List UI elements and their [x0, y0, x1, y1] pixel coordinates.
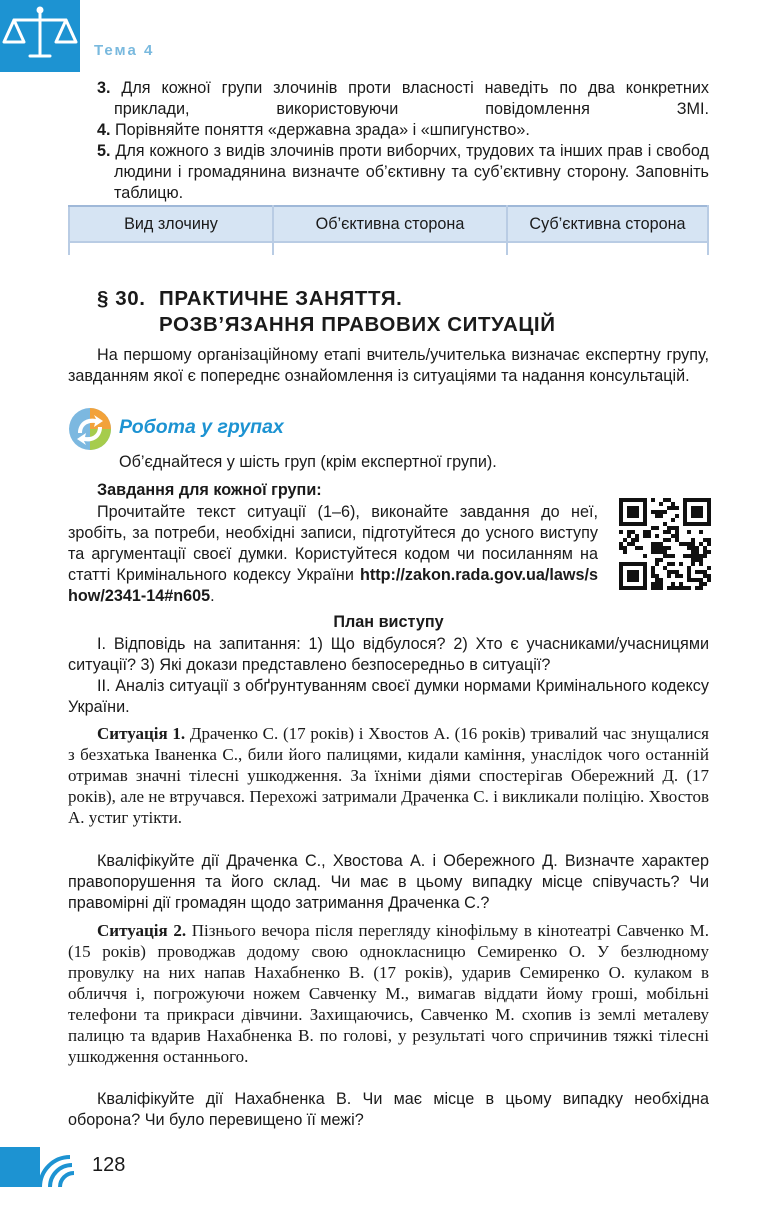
plan-heading: План виступу [333, 613, 444, 631]
scales-icon [0, 0, 80, 72]
list-item: 4. Порівняйте поняття «державна зрада» і «шпигунство». [97, 121, 530, 139]
group-work-title: Робота у групах [119, 416, 284, 438]
intro-paragraph: На першому організаційному етапі вчитель/учителька визначає експертну групу, завданням якої є попереднє ознайомлення із ситуаціями та надання консультацій. [68, 346, 709, 385]
section-title-line2: РОЗВ’ЯЗАННЯ ПРАВОВИХ СИТУАЦІЙ [159, 313, 556, 336]
group-task-text: Прочитайте текст ситуації (1–6), виконайте завдання до неї, зробіть, за потреби, необхідні записи, підготуйтеся до усного виступу та аргументації своєї думки. Користуйтеся кодом чи посиланням на статті Кримінального кодексу України http://zakon.rada.gov.ua/laws/show/2341-14#n605. [68, 503, 598, 605]
section-title-line1: ПРАКТИЧНЕ ЗАНЯТТЯ. [159, 287, 403, 310]
corner-waves-icon [0, 1147, 82, 1187]
group-work-icon [66, 405, 112, 455]
situation-1: Ситуація 1. Драченко С. (17 років) і Хвостов А. (16 років) тривалий час знущалися з безхатька Іваненка С., били його палицями, кидали каміння, унаслідок чого останній отримав значні тілесні ушкодження. За їхніми діями спостерігав Обережний Д. (17 років), але не втручався. Перехожі затримали Драченка С. і викликали поліцію. Хвостов А. устиг утікти. [68, 724, 709, 827]
header-corner [0, 0, 80, 72]
task-list [97, 78, 709, 204]
table-header-crime-type: Вид злочину [69, 206, 273, 242]
situation-question: Кваліфікуйте дії Драченка С., Хвостова А. і Обережного Д. Визначте характер правопорушення та його склад. Чи має в цьому випадку місце співучасть? Чи правомірні дії громадян щодо затримання Драченка С.? [68, 852, 709, 912]
section-heading [97, 286, 556, 338]
situation-2: Ситуація 2. Пізнього вечора після перегляду кінофільму в кінотеатрі Савченко М. (15 років) проводжав додому свою однокласницю Семиренко О. У безлюдному провулку на них напав Нахабненко В. (17 років), ударив Семиренко О. кулаком в обличчя і, погрожуючи ножем Савченку М., вимагав віддати йому гроші, мобільні телефони та прикраси дівчини. Захищаючись, Савченко М. схопив із землі металеву палицю та вдарив Нахабненка В. по голові, у результаті чого спричинив тяжкі тілесні ушкодження останнього. [68, 921, 709, 1066]
situation-label: Ситуація 1. [97, 724, 186, 743]
situation-question: Кваліфікуйте дії Нахабненка В. Чи має місце в цьому випадку необхідна оборона? Чи було перевищено її межі? [68, 1090, 709, 1129]
page-number: 128 [92, 1154, 126, 1176]
plan-item: ІІ. Аналіз ситуації з обґрунтуванням своєї думки нормами Кримінального кодексу України. [68, 677, 709, 716]
table-header-subjective-side: Суб’єктивна сторона [507, 206, 708, 242]
plan-item: І. Відповідь на запитання: 1) Що відбулося? 2) Хто є учасниками/учасницями ситуації? 3) Які докази представлено безпосередньо в ситуації? [68, 635, 709, 674]
qr-code-icon[interactable] [619, 498, 711, 590]
section-number: § 30. [97, 287, 146, 310]
legal-code-link[interactable]: http://zakon.rada.gov.ua/laws/show/2341-14#n605 [68, 566, 598, 605]
crime-table [68, 205, 709, 255]
list-item: 3. Для кожної групи злочинів проти власності наведіть по два конкретних приклади, використовуючи повідомлення ЗМІ. [97, 79, 709, 118]
list-item: 5. Для кожного з видів злочинів проти виборчих, трудових та інших прав і свобод людини і громадянина визначте об’єктивну та суб’єктивну сторону. Заповніть таблицю. [97, 142, 710, 202]
situation-label: Ситуація 2. [97, 921, 187, 940]
group-instruction: Об’єднайтеся у шість груп (крім експертної групи). [119, 453, 497, 471]
task-heading: Завдання для кожної групи: [97, 481, 322, 499]
section-label: Тема 4 [94, 42, 155, 59]
table-header-objective-side: Об’єктивна сторона [273, 206, 507, 242]
table-cell [507, 242, 708, 255]
table-cell [69, 242, 273, 255]
table-cell [273, 242, 507, 255]
